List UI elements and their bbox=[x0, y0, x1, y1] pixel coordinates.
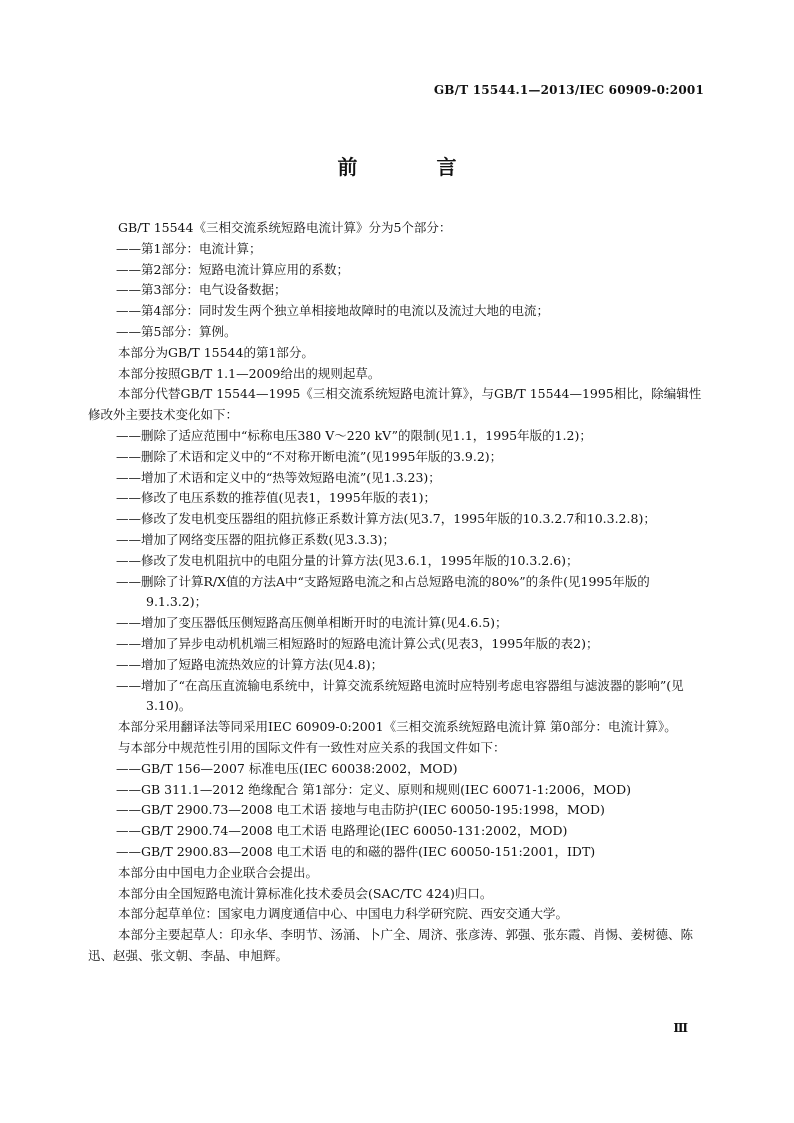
page-number: Ⅲ bbox=[673, 1021, 688, 1035]
paragraph-part1: 本部分为GB/T 15544的第1部分。 bbox=[118, 344, 314, 360]
paragraph-replace: 本部分代替GB/T 15544—1995《三相交流系统短路电流计算》，与GB/T 15544—1995相比，除编辑性修改外主要技术变化如下： bbox=[88, 386, 702, 423]
list-item: ——第3部分：电气设备数据； bbox=[116, 282, 287, 298]
list-item: ——修改了电压系数的推荐值(见表1，1995年版的表1)； bbox=[116, 490, 436, 506]
list-item: ——删除了计算R/X值的方法A中“支路短路电流之和占总短路电流的80%”的条件(见1995年版的9.1.3.2)； bbox=[116, 573, 650, 610]
list-item: ——GB/T 2900.74—2008 电工术语 电路理论(IEC 60050-131:2002，MOD) bbox=[116, 823, 568, 839]
paragraph-proposed: 本部分由中国电力企业联合会提出。 bbox=[118, 864, 319, 880]
list-item: ——删除了术语和定义中的“不对称开断电流”(见1995年版的3.9.2)； bbox=[116, 448, 503, 464]
paragraph-drafters: 本部分主要起草人：印永华、李明节、汤涌、卜广全、周济、张彦涛、郭强、张东霞、肖惕、姜树德、陈迅、赵强、张文朝、李晶、申旭辉。 bbox=[88, 927, 694, 963]
list-item: ——修改了发电机变压器组的阻抗修正系数计算方法(见3.7，1995年版的10.3.2.7和10.3.2.8)； bbox=[116, 511, 656, 527]
list-item: ——GB 311.1—2012 绝缘配合 第1部分：定义、原则和规则(IEC 60071-1:2006，MOD) bbox=[116, 781, 632, 797]
paragraph-drafting-units: 本部分起草单位：国家电力调度通信中心、中国电力科学研究院、西安交通大学。 bbox=[118, 906, 569, 922]
paragraph-centralized: 本部分由全国短路电流计算标准化技术委员会(SAC/TC 424)归口。 bbox=[118, 885, 493, 901]
list-item: ——第5部分：算例。 bbox=[116, 323, 237, 339]
list-item: ——增加了网络变压器的阻抗修正系数(见3.3.3)； bbox=[116, 531, 396, 547]
page-title: 前 言 bbox=[337, 155, 493, 179]
list-item: ——增加了“在高压直流输电系统中，计算交流系统短路电流时应特别考虑电容器组与滤波器的影响”(见3.10)。 bbox=[116, 677, 684, 714]
intro-paragraph: GB/T 15544《三相交流系统短路电流计算》分为5个部分： bbox=[118, 220, 452, 235]
document-body bbox=[88, 218, 708, 967]
paragraph-refs: 与本部分中规范性引用的国际文件有一致性对应关系的我国文件如下： bbox=[118, 739, 506, 755]
paragraph-rules: 本部分按照GB/T 1.1—2009给出的规则起草。 bbox=[118, 365, 381, 381]
list-item: ——增加了异步电动机机端三相短路时的短路电流计算公式(见表3，1995年版的表2)； bbox=[116, 635, 599, 651]
list-item: ——第2部分：短路电流计算应用的系数； bbox=[116, 261, 349, 277]
list-item: ——第1部分：电流计算； bbox=[116, 240, 262, 256]
paragraph-adopt: 本部分采用翻译法等同采用IEC 60909-0:2001《三相交流系统短路电流计算 第0部分：电流计算》。 bbox=[118, 719, 677, 735]
list-item: ——第4部分：同时发生两个独立单相接地故障时的电流以及流过大地的电流； bbox=[116, 303, 549, 319]
list-item: ——增加了术语和定义中的“热等效短路电流”(见1.3.23)； bbox=[116, 469, 441, 485]
list-item: ——GB/T 2900.73—2008 电工术语 接地与电击防护(IEC 60050-195:1998，MOD) bbox=[116, 802, 605, 818]
list-item: ——GB/T 2900.83—2008 电工术语 电的和磁的器件(IEC 60050-151:2001，IDT) bbox=[116, 843, 596, 859]
list-item: ——删除了适应范围中“标称电压380 V～220 kV”的限制(见1.1，1995年版的1.2)； bbox=[116, 427, 592, 443]
list-item: ——增加了短路电流热效应的计算方法(见4.8)； bbox=[116, 656, 384, 672]
standard-code: GB/T 15544.1—2013/IEC 60909-0:2001 bbox=[433, 83, 704, 97]
list-item: ——修改了发电机阻抗中的电阻分量的计算方法(见3.6.1，1995年版的10.3.2.6)； bbox=[116, 552, 579, 568]
list-item: ——GB/T 156—2007 标准电压(IEC 60038:2002，MOD) bbox=[116, 760, 458, 776]
list-item: ——增加了变压器低压侧短路高压侧单相断开时的电流计算(见4.6.5)； bbox=[116, 615, 508, 631]
